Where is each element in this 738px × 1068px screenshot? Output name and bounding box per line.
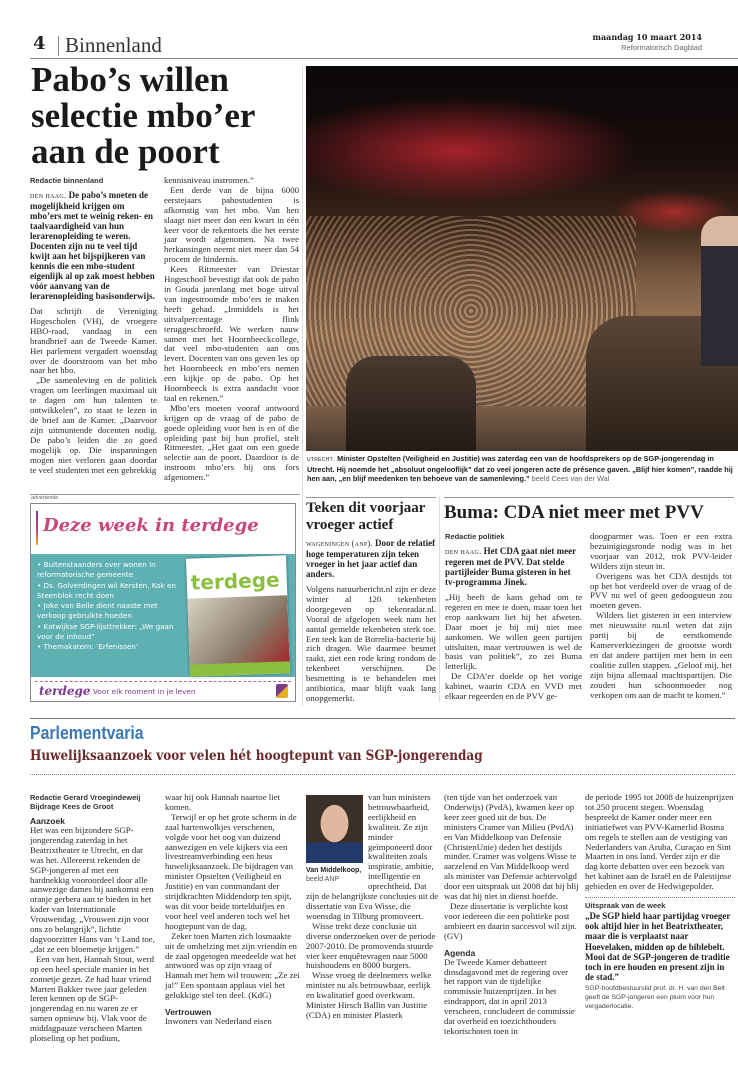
tag-icon xyxy=(276,684,288,698)
photo-caption xyxy=(307,454,735,484)
paragraph: De CDA’er doelde op het vorige kabinet, waarin CDA en VVD met elkaar regeerden en de PVV ge- xyxy=(445,671,582,702)
dateline: den haag. xyxy=(30,191,67,200)
byline: Bijdrage Kees de Groot xyxy=(30,802,114,811)
terdege-advertisement[interactable] xyxy=(30,503,296,702)
paragraph: „De samenleving en de politiek vragen om leerlingen maximaal uit te dagen om hun talenten te ontwikkelen”, zo staat te lezen in de brief aan de Kamer. „Daarvoor zijn uitmuntende docenten nodig. De pabo’s leiden die zo goed mogelijk op. Die inspanningen mogen niet verloren gaan doordat te veel studenten met een gebrekkig xyxy=(30,375,157,475)
paragraph: „Hij heeft de kans gehad om te regeren en mee te doen, maar toen het erop aankwam liet hij het afweten. Daar moet je bij mij niet mee aankomen. We willen geen partijen uitsluiten, maar vertrouwen is wel de basis van politiek”, zo zei Buma letterlijk. xyxy=(445,592,582,672)
paragraph: (ten tijde van het onderzoek van Onderwijs) (PvdA), kwamen keer op keer zeer goed uit de bus. De ministers Cramer van Milieu (PvdA) en Van Middelkoop van Defensie (ChristenUnie) deden het destijds minder. Cramer was volgens Wisse te aarzelend en Van Middelkoop werd als minister van Defensie achtervolgd door een uitspraak uit 2008 dat hij blij was dat hij niet in dienst hoefde. xyxy=(444,792,579,902)
magazine-cover xyxy=(186,555,290,676)
pv-column-5 xyxy=(585,793,735,1011)
newspaper-name: Reformatorisch Dagblad xyxy=(621,43,702,52)
paragraph: Overigens was het CDA destijds tot op het bot verdeeld over de vraag of de PVV nu wel of geen gedoogsteun zou moeten geven. xyxy=(590,570,732,611)
paragraph: Wisse vroeg de deelnemers welke minister nu als betrouwbaar, eerlijk en kwalitatief goed overkwam. Minister Hirsch Ballin van Justitie (CDA) en minister Plasterk xyxy=(306,970,432,1020)
section-heading: Parlementvaria xyxy=(30,723,144,743)
buma-column-1 xyxy=(445,532,582,702)
pv-column-3 xyxy=(306,793,439,1021)
caption-dateline: utrecht. xyxy=(307,456,336,463)
portrait-name: Van Middelkoop, xyxy=(306,867,362,874)
paragraph: Volgens natuurbericht.nl zijn er deze winter al 120 tekenbeten doorgegeven op tekenradar.nl. Vooral de afgelopen week nam het aantal gemelde tekenbeten sterk toe. Een teek kan de Borrelia-bacterie bij zich dragen. Wie daarmee besmet raakt, ziet een rode kring rondom de tekenbeet verschijnen. De besmetting is te behandelen met antibiotica, maar blijft vaak lang onopgemerkt. xyxy=(306,584,436,703)
paragraph: Een van hen, Hannah Stout, werd op een heel speciale manier in het zonnetje gezet. Ze had haar vriend Marten Bakker twee jaar geleden leren kennen op de SGP-jongerendag en nu waren ze er samen opnieuw bij. Vlak voor de middagpauze verscheen Marten plotseling op het podium, xyxy=(30,953,154,1044)
portrait-credit: beeld ANP xyxy=(306,876,340,883)
paragraph: Inwoners van Nederland eisen xyxy=(165,1016,272,1027)
subheading: Agenda xyxy=(444,947,476,958)
subheading: Aanzoek xyxy=(30,816,65,826)
parlementvaria-headline: Huwelijksaanzoek voor velen hét hoogtepunt van SGP-jongerendag xyxy=(30,748,483,764)
paragraph: Mbo’ers moeten vooraf antwoord krijgen op de vraag of de pabo de goede opleiding voor hen is en of die opleiding past bij hun profiel, stelt Ritmeester. „Het gaat om een goede selectie aan de poort. Daardoor is de instroom mbo’ers bij ons fors afgenomen.” xyxy=(164,402,299,483)
paragraph: Deze dissertatie is verplichte kost voor iedereen die een politieke post ambieert en daarin succesvol wil zijn. (GV) xyxy=(444,900,577,941)
article-lead: den haag. Het CDA gaat niet meer regeren met de PVV. Dat stelde partijleider Buma gisteren in het tv-programma Jinek. xyxy=(445,546,576,587)
paragraph: de periode 1995 tot 2008 de huizenprijzen tot 250 procent stegen. Woensdag bespreekt de Kamer onder meer een initiatiefwet van PVV-Kamerlid Bosma om regels te stellen aan de vestiging van Nederlanders van Aruba, Curaçao en Sint Maarten in ons land. Verder zijn er die dag korte debatten over een bezoek van het kabinet aan de Israël en de Palestijnse gebieden en over de Hedwigepolder. xyxy=(585,792,734,892)
paragraph: waar hij ook Hannah naartoe liet komen. xyxy=(165,792,281,812)
ad-item: • Themakatern: ‘Erfenissen’ xyxy=(37,642,139,652)
byline: Redactie Gerard Vroegindeweij xyxy=(30,793,141,802)
subheading: Vertrouwen xyxy=(165,1007,212,1018)
paragraph: Terwijl er op het grote scherm in de zaal hartenwolkjes verschenen, volgde voor het oog van duizend aanwezigen en vele kijkers via een livestreamverbinding een heus huwelijksaanzoek. De bijdragen van minister Opstelten (Veiligheid en Justitie) en van commandant der strijdkrachten Middendorp ten spijt, was dit voor beide tortelduifjes en voor heel veel anderen toch wel het hoogtepunt van de dag. xyxy=(165,811,297,931)
ad-item: • Buitenstaanders over wonen in reformatorische gemeente xyxy=(37,560,156,580)
issue-date: maandag 10 maart 2014 xyxy=(592,32,702,42)
byline: Redactie binnenland xyxy=(30,176,104,185)
lead-text: De pabo’s moeten de mogelijkheid krijgen om mbo’ers met te weinig reken- en taalvaardigheid van hun lerarenopleiding te weren. Docenten zijn nu te veel tijd kwijt aan het bijspijkeren van kennis die een mbo-student eigenlijk al op zak moest hebben vóór aanvang van de lerarenopleiding basisonderwijs. xyxy=(30,190,155,301)
paragraph: De Tweede Kamer debatteert dinsdagavond met de regering over het rapport van de tijdelijke commissie huizenprijzen. In het eindrapport, dat in april 2013 verscheen, concludeert de commissie dat overheid en toezichthouders tekortschoten toen in xyxy=(444,956,575,1036)
ad-item: • Ds. Golverdingen wil Kersten, Kok en Steenblok recht doen xyxy=(37,580,176,600)
ad-brand: terdege xyxy=(39,684,91,698)
leather-chair xyxy=(346,356,476,451)
pv-column-1 xyxy=(30,793,158,1044)
paragraph: doogpartner was. Toen er een extra bezuinigingsronde nodig was in het voorjaar van 2012, trok PVV-leider Wilders zijn steun in. xyxy=(590,531,732,571)
speaker xyxy=(701,216,738,366)
article-column-2 xyxy=(164,176,299,483)
buma-headline: Buma: CDA niet meer met PVV xyxy=(444,502,704,523)
paragraph: Zeker toen Marten zich losmaakte uit de omhelzing met zijn vriendin en de zaal opgetogen meedeelde wat het antwoord was op zijn vraag of Hannah met hem wil trouwen: „Ze zei ja!” Een spontaan applaus viel het gelukkige stel ten deel. (KdG) xyxy=(165,930,300,1001)
ad-title: Deze week in terdege xyxy=(43,515,259,536)
caption-text: Minister Opstelten (Veiligheid en Justitie) was zaterdag een van de hoofdsprekers op de SGP-jongerendag in Utrecht. Hij noemde het „absoluut ongelooflijk” dat zo veel jongeren acte de présence gaven. „Blijf hier komen”, raadde hij hen aan, „en blijf meedenken ten behoeve van de samenleving.” xyxy=(307,454,733,484)
paragraph: Wilders liet gisteren in een interview met nieuwssite nu.nl weten dat zijn partij bij de eerstkomende Kamerverkiezingen de grootste wordt en dat andere partijen met hem in een coalitie zullen stappen. „Geloof mij, het zijn bijna allemaal machtspartijen. Die zouden hun schoonmoeder nog verkopen om aan de macht te komen.” xyxy=(590,610,732,700)
pv-column-2 xyxy=(165,793,300,1027)
dateline: wageningen (anp). xyxy=(306,539,373,548)
paragraph: van hun ministers betrouwbaarheid, eerlijkheid en kwaliteit. Ze zijn minder geïmponeerd door kwaliteiten zoals inspiratie, ambitie, intelligentie en oprechtheid. Dat zijn de belangrijkste conclusies uit de dissertatie van Eva Wisse, die woensdag in Tilburg promoveert. xyxy=(306,792,439,921)
ad-item-list xyxy=(31,554,181,653)
section-name: Binnenland xyxy=(65,33,162,57)
teken-article xyxy=(306,538,436,704)
buma-column-2 xyxy=(590,532,732,700)
teken-headline: Teken dit voorjaar vroeger actief xyxy=(306,500,426,533)
ad-item: • Joke van Belle dient naaste met verkoop gebruikte hoeden xyxy=(37,601,158,621)
paragraph: Kees Ritmeester van Driestar Hogeschool bevestigt dat ook de pabo in Gouda jarenlang met hoge uitval van ingestroomde mbo’ers te maken heeft gehad. „Inmiddels is het uitvalpercentage flink teruggeschroefd. We werken nauw samen met het Hoornbeeckcollege, dat veel mbo-studenten aan ons levert. Docenten van ons geven les op het Hoornbeeck en mbo’ers nemen een kijkje op de pabo. Op het Hoornbeeck is extra aandacht voor taal en rekenen.” xyxy=(164,264,299,403)
page-number: 4 xyxy=(33,33,46,54)
ad-label: advertentie xyxy=(31,495,59,501)
paragraph: Een derde van de bijna 6000 eerstejaars pabostudenten is afkomstig van het mbo. Van hen slaagt niet meer dan een kwart in één keer voor de rekentoets die het eerste jaar wordt afgenomen. Na twee herkansingen neemt niet meer dan 54 procent de hindernis. xyxy=(164,184,299,265)
paragraph: kennisniveau instromen.” xyxy=(164,175,254,185)
quote-source: SGP-hoofdbestuurslid prof. dr. H. van den Belt geeft de SGP-jongeren een pluim voor hun vergaderlocatie. xyxy=(585,985,725,1011)
ad-slogan: Voor elk moment in je leven xyxy=(93,687,196,696)
pv-column-4 xyxy=(444,793,580,1037)
cover-logo: terdege xyxy=(190,567,280,595)
paragraph: Het was een bijzondere SGP-jongerendag zaterdag in het Beatrixtheater te Utrecht, en dat was het. Allereerst rekenden de SGP-jongeren af met een hardnekkig vooroordeel door alle aanwezige dames bij aankomst een oranje gerbera aan te bieden in het kader van Internationale Vrouwendag. „Vrouwen zijn voor ons zo belangrijk”, lichtte dagvoorzitter Hans van ’t Land toe, „dat ze een bloemetje krijgen.” xyxy=(30,825,155,954)
quote-label: Uitspraak van de week xyxy=(585,901,666,911)
theater-audience-photo xyxy=(306,66,738,451)
article-lead: wageningen (anp). Door de relatief hoge temperaturen zijn teken vroeger in het jaar actief dan anders. xyxy=(306,538,436,579)
article-lead xyxy=(30,190,157,301)
photo-credit: beeld Cees van der Wal xyxy=(531,474,610,484)
paragraph: Dat schrijft de Vereniging Hogescholen (VH), de vroegere HBO-raad, vandaag in een brandbrief aan de Tweede Kamer. Het parlement vergadert woensdag over de doorstroom van het mbo naar het hbo. xyxy=(30,306,157,376)
paragraph: Wisse trekt deze conclusie uit diverse onderzoeken over de periode 2007-2010. De promovenda stuurde vier keer enquêtevragen naar 5000 huishoudens en 8000 burgers. xyxy=(306,920,436,971)
article-headline: Pabo’s willen selectie mbo’er aan de poort xyxy=(31,60,255,171)
ad-item: • Katwijkse SGP-lijsttrekker: „We gaan voor de inhoud” xyxy=(37,621,174,642)
quote-of-the-week: „De SGP hield haar partijdag vroeger ook altijd hier in het Beatrixtheater, maar die is verplaatst naar Hoevelaken, midden op de biblebelt. Mooi dat de SGP-jongeren de traditie toch in ere houden en present zijn in de stad.” xyxy=(585,911,731,983)
byline: Redactie politiek xyxy=(445,532,505,541)
article-column-1 xyxy=(30,176,157,475)
